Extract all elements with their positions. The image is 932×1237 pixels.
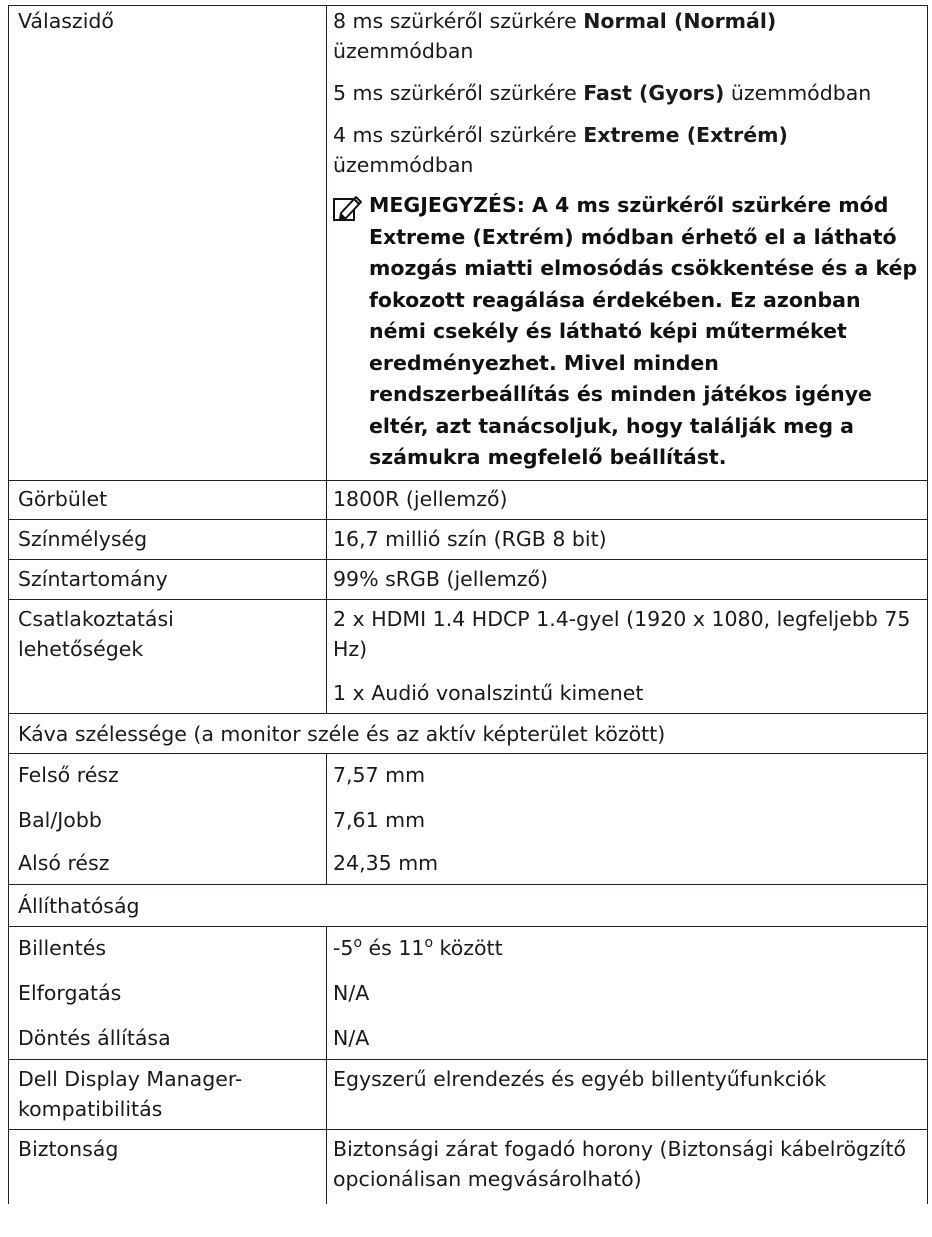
audio-line: 1 x Audió vonalszintű kimenet: [333, 680, 644, 705]
fast-mode-line: 5 ms szürkéről szürkére Fast (Gyors) üzemmódban: [333, 81, 872, 105]
bezel-top-value: 7,57 mm: [327, 753, 928, 796]
color-gamut-label: Színtartomány: [9, 559, 327, 599]
normal-mode-line: 8 ms szürkéről szürkére Normal (Normál) üzemmódban: [333, 9, 777, 63]
degree-symbol: o: [424, 934, 434, 951]
adjustability-heading: Állíthatóság: [9, 884, 928, 926]
slant-value: N/A: [327, 1016, 928, 1060]
table-row: [9, 480, 928, 519]
hdmi-line: 2 x HDMI 1.4 HDCP 1.4-gyel (1920 x 1080, legfeljebb 75 Hz): [333, 606, 911, 661]
table-row: [9, 6, 928, 481]
table-row: [9, 753, 928, 796]
table-row: [9, 1016, 928, 1060]
table-row: [9, 970, 928, 1016]
bezel-heading: Káva szélessége (a monitor széle és az aktív képterület között): [9, 713, 928, 753]
response-time-label: Válaszidő: [9, 6, 327, 481]
bezel-side-value: 7,61 mm: [327, 796, 928, 844]
table-row: [9, 559, 928, 599]
connectivity-values: [327, 599, 928, 713]
security-value: Biztonsági zárat fogadó horony (Biztonsági kábelrögzítő opcionálisan megvásárolható): [327, 1129, 928, 1204]
tilt-value: -5$^o$ és 11$^o$ között: [327, 926, 928, 970]
curvature-value: 1800R (jellemző): [327, 480, 928, 519]
table-row: [9, 844, 928, 885]
color-gamut-value: 99% sRGB (jellemző): [327, 559, 928, 599]
color-depth-value: 16,7 millió szín (RGB 8 bit): [327, 519, 928, 559]
table-row: [9, 519, 928, 559]
table-row: [9, 1129, 928, 1204]
color-depth-label: Színmélység: [9, 519, 327, 559]
table-row: [9, 599, 928, 713]
response-time-values: [327, 6, 928, 481]
spec-table: [8, 5, 928, 1204]
curvature-label: Görbület: [9, 480, 327, 519]
table-row: [9, 796, 928, 844]
table-row: [9, 713, 928, 753]
bezel-top-label: Felső rész: [9, 753, 327, 796]
bezel-bottom-value: 24,35 mm: [327, 844, 928, 885]
note-block: [333, 186, 921, 480]
degree-symbol: o: [353, 934, 363, 951]
normal-mode-label: Normal (Normál): [583, 9, 777, 33]
extreme-mode-line: 4 ms szürkéről szürkére Extreme (Extrém) üzemmódban: [333, 123, 788, 177]
bezel-side-label: Bal/Jobb: [9, 796, 327, 844]
ddm-value: Egyszerű elrendezés és egyéb billentyűfunkciók: [327, 1059, 928, 1129]
extreme-mode-label: Extreme (Extrém): [583, 123, 788, 147]
slant-label: Döntés állítása: [9, 1016, 327, 1060]
connectivity-label: Csatlakoztatási lehetőségek: [9, 599, 327, 713]
table-row: [9, 1059, 928, 1129]
security-label: Biztonság: [9, 1129, 327, 1204]
swivel-value: N/A: [327, 970, 928, 1016]
table-row: [9, 884, 928, 926]
fast-mode-label: Fast (Gyors): [583, 81, 725, 105]
swivel-label: Elforgatás: [9, 970, 327, 1016]
note-text: MEGJEGYZÉS: A 4 ms szürkéről szürkére mód Extreme (Extrém) módban érhető el a látható mozgás miatti elmosódás csökkentése és a kép fokozott reagálása érdekében. Ez azonban némi csekély és látható képi műterméket eredményezhet. Mivel minden rendszerbeállítás és minden játékos igénye eltér, azt tanácsoljuk, hogy találják meg a számukra megfelelő beállítást.: [369, 193, 918, 469]
ddm-label: Dell Display Manager-kompatibilitás: [9, 1059, 327, 1129]
table-row: [9, 926, 928, 970]
tilt-label: Billentés: [9, 926, 327, 970]
pencil-note-icon: [332, 193, 364, 223]
bezel-bottom-label: Alsó rész: [9, 844, 327, 885]
